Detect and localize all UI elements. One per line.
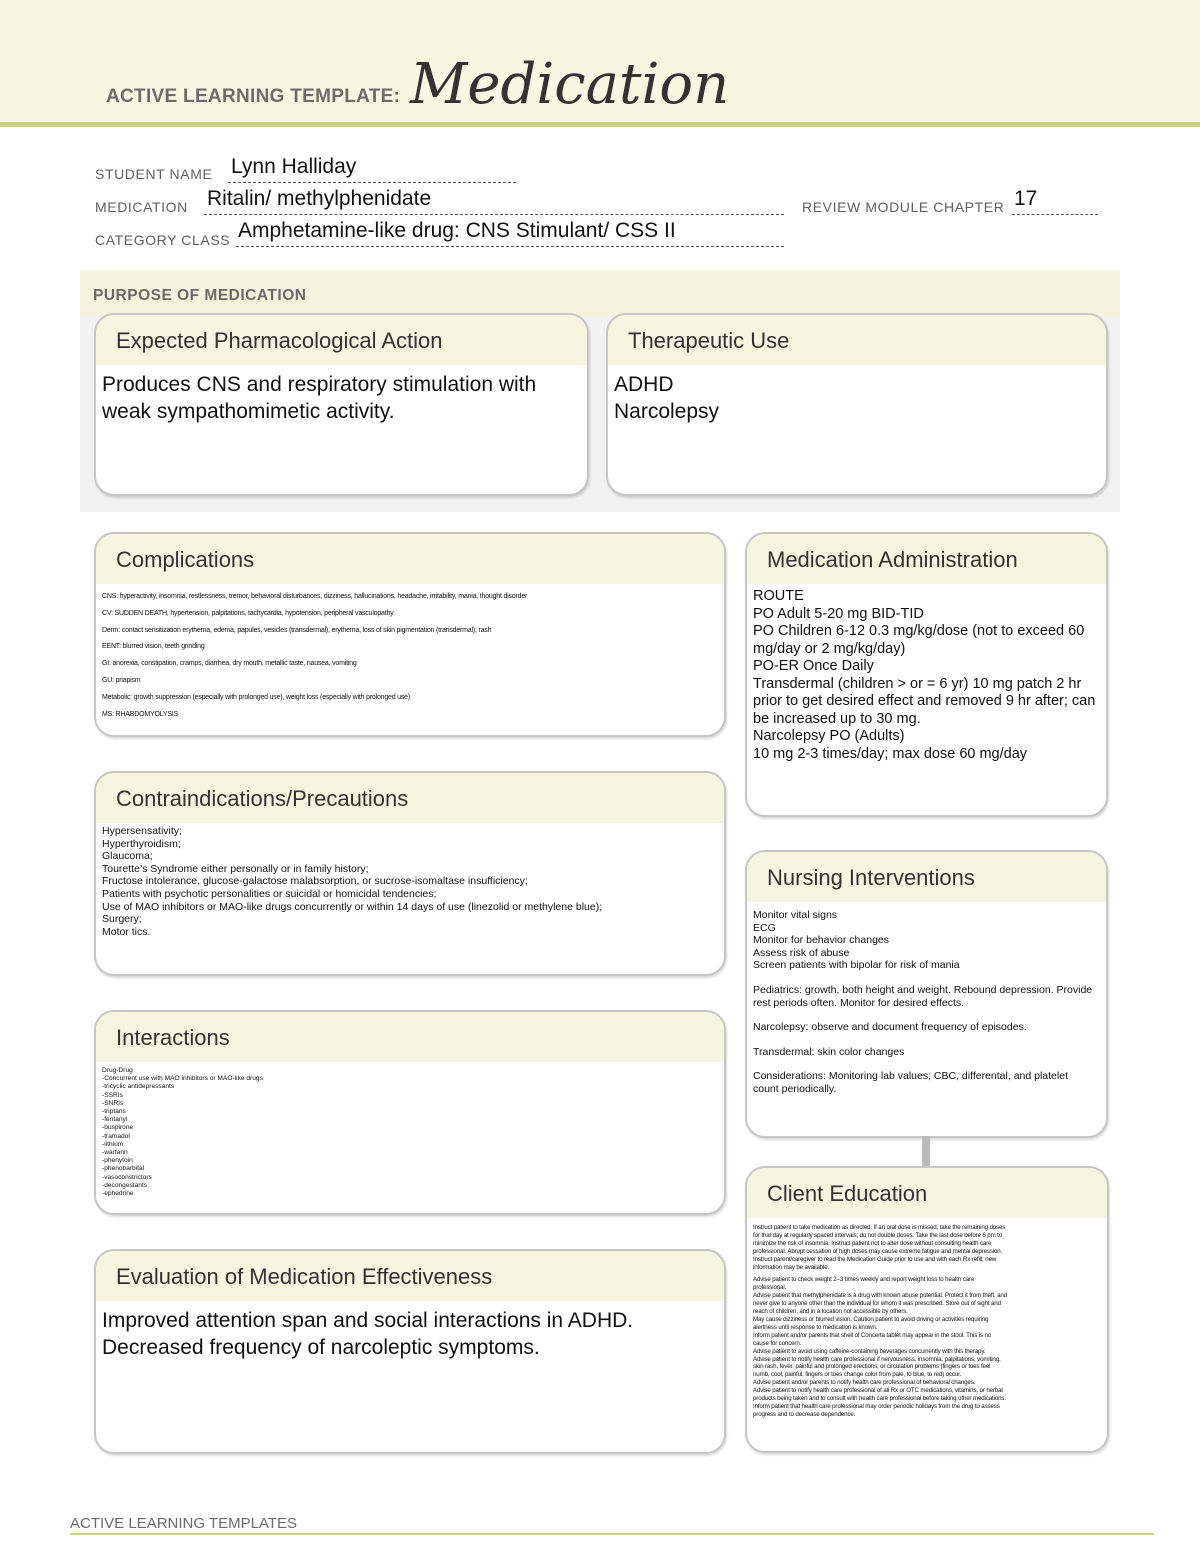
nursing-line: Monitor vital signs — [753, 909, 838, 921]
category-label: CATEGORY CLASS — [95, 232, 231, 248]
education-line: Advise patient to notify health care professional of all Rx or OTC medications, vitamins, or herbal — [753, 1387, 1003, 1395]
interaction-line: -tramadol — [102, 1132, 130, 1140]
interactions-title: Interactions — [116, 1025, 230, 1050]
review-chapter-field[interactable]: 17 — [1014, 187, 1038, 210]
education-line: information may be available. — [753, 1263, 830, 1271]
nursing-box — [745, 850, 1108, 1138]
administration-line: ROUTE — [753, 588, 804, 604]
education-line: Inform patient and/or parents that shell of Concerta tablet may appear in the stool. This is no — [753, 1331, 992, 1339]
contraindication-line: Surgery; — [102, 913, 142, 926]
nursing-line: ECG — [753, 921, 776, 934]
education-line: Inform patient that health care professional may order periodic holidays from the drug to assess — [753, 1402, 1000, 1410]
expected-action-title: Expected Pharmacological Action — [116, 328, 443, 353]
evaluation-title: Evaluation of Medication Effectiveness — [116, 1264, 493, 1289]
evaluation-text[interactable] — [96, 1301, 724, 1361]
education-line: professional. — [753, 1284, 787, 1292]
contraindication-line: Glaucoma; — [102, 850, 153, 863]
medication-field[interactable]: Ritalin/ methylphenidate — [207, 187, 432, 210]
education-line: alertness until response to medication is known. — [753, 1323, 878, 1331]
nursing-line: Assess risk of abuse — [753, 946, 850, 959]
medication-underline — [204, 214, 784, 215]
complication-line: GI: anorexia, constipation, cramps, diarrhea, dry mouth, metallic taste, nausea, vomiting — [102, 660, 357, 668]
nursing-title: Nursing Interventions — [767, 865, 975, 890]
interaction-line: -lithium — [102, 1140, 124, 1148]
complication-line: GU: priapism — [102, 676, 141, 684]
footer-label: ACTIVE LEARNING TEMPLATES — [70, 1515, 297, 1532]
interactions-text[interactable] — [96, 1062, 724, 1198]
education-line: May cause dizziness or blurred vision. Caution patient to avoid driving or activities requiring — [753, 1315, 989, 1323]
evaluation-line: Decreased frequency of narcoleptic symptoms. — [102, 1336, 540, 1359]
contraindication-line: Motor tics. — [102, 925, 151, 938]
client-education-text[interactable] — [747, 1218, 1107, 1419]
administration-text[interactable] — [747, 584, 1106, 763]
education-line: reach of children, and in a location not accessible by others. — [753, 1308, 908, 1316]
education-line: Advise patient and/or parents to notify health care professional of behavioral changes. — [753, 1379, 976, 1387]
expected-action-box — [94, 313, 589, 496]
contraindication-line: Tourette’s Syndrome either personally or in family history; — [102, 862, 369, 875]
purpose-label: PURPOSE OF MEDICATION — [93, 287, 307, 304]
contraindications-text[interactable] — [96, 823, 724, 938]
medication-label: MEDICATION — [95, 199, 188, 215]
evaluation-box — [94, 1249, 726, 1454]
interaction-line: -warfarin — [102, 1149, 128, 1157]
client-education-box — [745, 1166, 1109, 1453]
therapeutic-use-box — [606, 313, 1108, 496]
contraindication-line: Use of MAO inhibitors or MAO-like drugs concurrently or within 14 days of use (linezolid or methylene blue); — [102, 900, 603, 913]
education-line: Advise patient that methylphenidate is a drug with known abuse potential. Protect it from theft, and — [753, 1292, 1007, 1300]
education-line: Instruct patient to take medication as directed. If an oral dose is missed, take the remaining doses — [753, 1224, 1006, 1231]
header-rule — [0, 122, 1200, 127]
administration-line: PO Adult 5-20 mg BID-TID — [753, 605, 924, 622]
education-line: numb, cool, painful, fingers or toes change color from pale, to blue, to red) occur. — [753, 1371, 962, 1379]
interaction-line: -phenytoin — [102, 1157, 133, 1165]
complication-line: MS: RHABDOMYOLYSIS — [102, 710, 179, 718]
interaction-line: -triptans — [102, 1108, 126, 1116]
administration-line: 10 mg 2-3 times/day; max dose 60 mg/day — [753, 745, 1028, 762]
therapeutic-use-title: Therapeutic Use — [628, 328, 790, 353]
education-line: Advise patient to avoid using caffeine-containing beverages concurrently with this therapy. — [753, 1347, 986, 1355]
education-line: minimize the risk of insomnia. Instruct patient not to alter dose without consulting health care — [753, 1239, 992, 1247]
interaction-line: -phenobarbital — [102, 1165, 145, 1173]
category-field[interactable]: Amphetamine-like drug: CNS Stimulant/ CSS II — [238, 219, 676, 242]
complications-box — [94, 532, 726, 737]
client-education-title: Client Education — [767, 1181, 928, 1206]
complication-line: Derm: contact sensitization erythema, edema, papules, vesicles (transdermal), erythema, loss of skin pigmentation (transdermal), rash — [102, 626, 492, 634]
education-line: progress and to decrease dependence. — [753, 1410, 856, 1418]
interaction-line: -fentanyl — [102, 1116, 128, 1124]
interaction-line: -tricyclic antidepressants — [102, 1083, 175, 1091]
education-line: skin rash, fever, painful and prolonged erections, or circulation problems (fingers or toes feel — [753, 1363, 991, 1371]
footer-rule — [70, 1533, 1154, 1535]
administration-title: Medication Administration — [767, 547, 1018, 572]
therapeutic-use-line: Narcolepsy — [614, 400, 720, 423]
education-line: Advise patient to notify health care professional if nervousness, insomnia, palpitations, vomiting, — [753, 1355, 1001, 1363]
therapeutic-use-line: ADHD — [614, 373, 674, 396]
contraindication-line: Fructose intolerance, glucose-galactose malabsorption, or sucrose-isomaltase insufficiency; — [102, 875, 528, 888]
expected-action-text[interactable]: Produces CNS and respiratory stimulation with weak sympathomimetic activity. — [102, 373, 537, 423]
education-line: never give to anyone other than the individual for whom it was prescribed. Store out of sight and — [753, 1300, 1001, 1308]
interaction-line: -buspirone — [102, 1124, 134, 1132]
nursing-transdermal: Transdermal: skin color changes — [753, 1045, 905, 1058]
complication-line: CV: SUDDEN DEATH, hypertension, palpitations, tachycardia, hypotension, peripheral vasculopathy — [102, 609, 394, 617]
complication-line: EENT: blurred vision, teeth grinding — [102, 643, 205, 651]
template-label: ACTIVE LEARNING TEMPLATE: — [106, 86, 401, 107]
therapeutic-use-text[interactable] — [608, 365, 1106, 425]
administration-line: PO Children 6-12 0.3 mg/kg/dose (not to exceed 60 mg/day or 2 mg/kg/day) — [753, 623, 1085, 657]
interaction-line: -vasoconstrictors — [102, 1173, 152, 1181]
interaction-line: -SSRIs — [102, 1091, 123, 1099]
contraindications-box — [94, 771, 726, 976]
education-line: cause for concern. — [753, 1339, 802, 1347]
nursing-pediatrics: Pediatrics: growth, both height and weight. Rebound depression. Provide rest periods often. Monitor for desired effects. — [753, 983, 1093, 1009]
education-line: products being taken and to consult with health care professional before taking other medications. — [753, 1395, 1006, 1403]
evaluation-line: Improved attention span and social interactions in ADHD. — [102, 1309, 634, 1332]
nursing-considerations: Considerations: Monitoring lab values; CBC, differental, and platelet count periodically. — [753, 1070, 1068, 1095]
administration-line: Transdermal (children > or = 6 yr) 10 mg patch 2 hr prior to get desired effect and removed 9 hr after; can be increased up to 30 mg. — [753, 675, 1096, 727]
nursing-narcolepsy: Narcolepsy: observe and document frequency of episodes. — [753, 1021, 1027, 1034]
nursing-text[interactable] — [747, 902, 1106, 1096]
complication-line: CNS: hyperactivity, insomnia, restlessness, tremor, behavioral disturbances, dizziness, hallucinations, headache, irritability, mania, thought disorder — [102, 593, 528, 600]
nursing-line: Monitor for behavior changes — [753, 934, 889, 947]
education-line: Instruct parent/caregiver to read the Medication Guide prior to use and with each Rx refill; new — [753, 1255, 997, 1263]
education-line: Advise patient to check weight 2–3 times weekly and report weight loss to health care — [753, 1276, 975, 1284]
contraindication-line: Hypersensativity; — [102, 825, 182, 837]
contraindication-line: Hyperthyroidism; — [102, 837, 181, 850]
interactions-box — [94, 1010, 726, 1215]
review-chapter-underline — [1012, 214, 1098, 215]
complications-title: Complications — [116, 547, 255, 572]
complications-text[interactable] — [96, 584, 724, 719]
student-name-field[interactable]: Lynn Halliday — [231, 155, 357, 178]
interaction-line: Drug-Drug — [102, 1067, 133, 1074]
complication-line: Metabolic: growth suppression (especially with prolonged use), weight loss (especially with prolonged use) — [102, 693, 410, 701]
administration-box — [745, 532, 1108, 817]
student-name-underline — [228, 182, 516, 183]
nursing-line: Screen patients with bipolar for risk of mania — [753, 959, 960, 972]
administration-line: Narcolepsy PO (Adults) — [753, 728, 905, 744]
administration-line: PO-ER Once Daily — [753, 658, 874, 674]
contraindications-title: Contraindications/Precautions — [116, 786, 409, 811]
student-name-label: STUDENT NAME — [95, 166, 213, 182]
page-title: Medication — [410, 52, 730, 117]
connector-bar — [922, 1136, 930, 1166]
interaction-line: -SNRIs — [102, 1099, 124, 1107]
interaction-line: -decongestants — [102, 1181, 148, 1189]
category-underline — [236, 246, 784, 247]
education-line: for that day at regularly spaced intervals; do not double doses. Take the last dose before 6 pm to — [753, 1231, 1003, 1239]
review-chapter-label: REVIEW MODULE CHAPTER — [802, 199, 1005, 215]
interaction-line: -ephedrine — [102, 1190, 134, 1198]
education-line: professional. Abrupt cessation of high doses may cause extreme fatigue and mental depression. — [753, 1247, 1003, 1255]
interaction-line: -Concurrent use with MAO inhibitors or MAO-like drugs — [102, 1075, 263, 1083]
contraindication-line: Patients with psychotic personalities or suicidal or homicidal tendencies; — [102, 887, 437, 900]
